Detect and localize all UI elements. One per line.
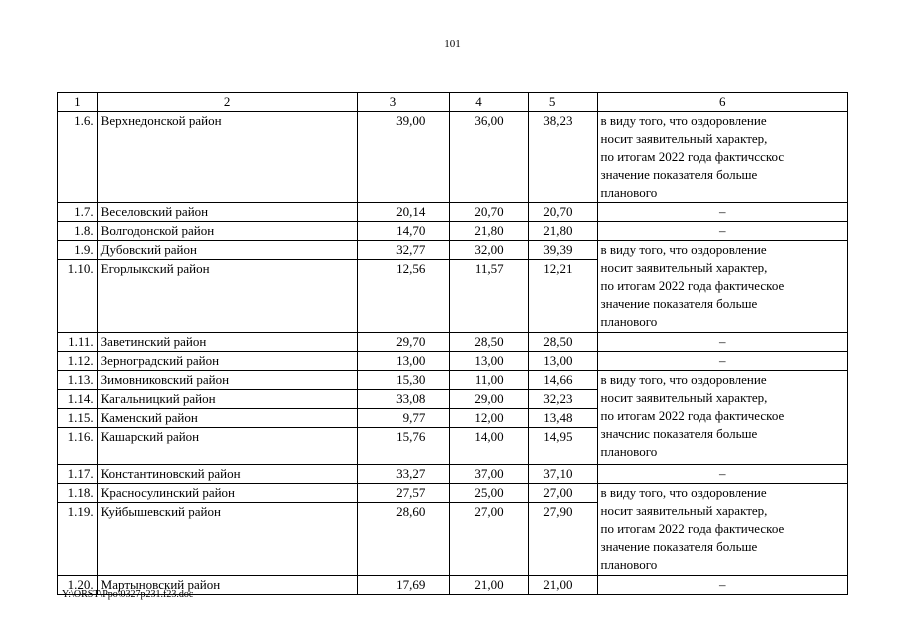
note-line: планового xyxy=(600,185,658,200)
district-name: Егорлыкский район xyxy=(97,260,357,333)
district-name: Кашарский район xyxy=(97,428,357,465)
value-col-3: 17,69 xyxy=(357,576,450,595)
note-line: по итогам 2022 года фактическое xyxy=(600,408,785,423)
value-col-3: 20,14 xyxy=(357,203,450,222)
header-col-3: 3 xyxy=(357,93,450,112)
page-number: 101 xyxy=(444,38,461,50)
header-col-4: 4 xyxy=(450,93,528,112)
value-col-4: 11,57 xyxy=(450,260,528,333)
value-col-3: 27,57 xyxy=(357,484,450,503)
value-col-3: 28,60 xyxy=(357,503,450,576)
value-col-5: 39,39 xyxy=(528,241,597,260)
row-number: 1.8. xyxy=(58,222,98,241)
value-col-3: 33,27 xyxy=(357,465,450,484)
note-line: планового xyxy=(600,444,658,459)
value-col-5: 14,66 xyxy=(528,371,597,390)
note-dash: – xyxy=(597,203,847,222)
value-col-3: 14,70 xyxy=(357,222,450,241)
row-number: 1.7. xyxy=(58,203,98,222)
note-line: носит заявительный характер, xyxy=(600,260,768,275)
row-number: 1.18. xyxy=(58,484,98,503)
table-row xyxy=(58,112,848,203)
row-number: 1.10. xyxy=(58,260,98,333)
note-line: носит заявительный характер, xyxy=(600,390,768,405)
value-col-5: 12,21 xyxy=(528,260,597,333)
value-col-3: 15,30 xyxy=(357,371,450,390)
value-col-3: 9,77 xyxy=(357,409,450,428)
district-name: Куйбышевский район xyxy=(97,503,357,576)
row-number: 1.17. xyxy=(58,465,98,484)
district-name: Константиновский район xyxy=(97,465,357,484)
value-col-4: 25,00 xyxy=(450,484,528,503)
district-name: Кагальницкий район xyxy=(97,390,357,409)
table-row xyxy=(58,222,848,241)
row-number: 1.9. xyxy=(58,241,98,260)
note-line: по итогам 2022 года фактичсскос xyxy=(600,149,785,164)
value-col-3: 13,00 xyxy=(357,352,450,371)
value-col-4: 12,00 xyxy=(450,409,528,428)
note-line: носит заявительный характер, xyxy=(600,503,768,518)
value-col-5: 32,23 xyxy=(528,390,597,409)
note-line: в виду того, что оздоровление xyxy=(600,113,767,128)
header-col-6: 6 xyxy=(597,93,847,112)
value-col-5: 13,00 xyxy=(528,352,597,371)
row-number: 1.11. xyxy=(58,333,98,352)
value-col-5: 37,10 xyxy=(528,465,597,484)
data-table xyxy=(57,92,848,595)
district-name: Зимовниковский район xyxy=(97,371,357,390)
note-cell xyxy=(597,371,847,465)
district-name: Верхнедонской район xyxy=(97,112,357,203)
value-col-4: 29,00 xyxy=(450,390,528,409)
value-col-4: 37,00 xyxy=(450,465,528,484)
note-cell xyxy=(597,484,847,576)
row-number: 1.20. xyxy=(58,576,98,595)
value-col-5: 38,23 xyxy=(528,112,597,203)
row-number: 1.13. xyxy=(58,371,98,390)
note-line: значение показателя больше xyxy=(600,296,758,311)
district-name: Каменский район xyxy=(97,409,357,428)
value-col-4: 20,70 xyxy=(450,203,528,222)
value-col-3: 32,77 xyxy=(357,241,450,260)
table-row xyxy=(58,241,848,260)
value-col-3: 29,70 xyxy=(357,333,450,352)
value-col-4: 11,00 xyxy=(450,371,528,390)
note-cell xyxy=(597,241,847,333)
table-row xyxy=(58,352,848,371)
district-name: Веселовский район xyxy=(97,203,357,222)
value-col-4: 27,00 xyxy=(450,503,528,576)
note-dash: – xyxy=(597,576,847,595)
note-line: в виду того, что оздоровление xyxy=(600,485,767,500)
note-line: по итогам 2022 года фактическое xyxy=(600,521,785,536)
row-number: 1.6. xyxy=(58,112,98,203)
note-line: по итогам 2022 года фактическое xyxy=(600,278,785,293)
value-col-4: 28,50 xyxy=(450,333,528,352)
note-line: планового xyxy=(600,314,658,329)
value-col-4: 14,00 xyxy=(450,428,528,465)
note-line: планового xyxy=(600,557,658,572)
value-col-3: 15,76 xyxy=(357,428,450,465)
table-row xyxy=(58,465,848,484)
district-name: Заветинский район xyxy=(97,333,357,352)
table-row xyxy=(58,203,848,222)
value-col-5: 21,00 xyxy=(528,576,597,595)
row-number: 1.19. xyxy=(58,503,98,576)
row-number: 1.16. xyxy=(58,428,98,465)
row-number: 1.14. xyxy=(58,390,98,409)
note-line: значение показателя больше xyxy=(600,167,758,182)
value-col-5: 13,48 xyxy=(528,409,597,428)
district-name: Красносулинский район xyxy=(97,484,357,503)
value-col-5: 20,70 xyxy=(528,203,597,222)
header-col-2: 2 xyxy=(97,93,357,112)
district-name: Дубовский район xyxy=(97,241,357,260)
value-col-5: 28,50 xyxy=(528,333,597,352)
file-path-footer: Y:\ORST\Ppo\0327p231.f23.doc xyxy=(62,589,194,600)
note-cell xyxy=(597,112,847,203)
note-dash: – xyxy=(597,352,847,371)
value-col-3: 33,08 xyxy=(357,390,450,409)
value-col-3: 39,00 xyxy=(357,112,450,203)
row-number: 1.15. xyxy=(58,409,98,428)
table-row xyxy=(58,484,848,503)
note-dash: – xyxy=(597,465,847,484)
district-name: Мартыновский район xyxy=(97,576,357,595)
value-col-5: 27,90 xyxy=(528,503,597,576)
note-line: значение показателя больше xyxy=(600,539,758,554)
note-line: значснис показателя больше xyxy=(600,426,758,441)
note-dash: – xyxy=(597,222,847,241)
table-header-row xyxy=(58,93,848,112)
value-col-4: 13,00 xyxy=(450,352,528,371)
row-number: 1.12. xyxy=(58,352,98,371)
value-col-5: 14,95 xyxy=(528,428,597,465)
district-name: Волгодонской район xyxy=(97,222,357,241)
note-line: в виду того, что оздоровление xyxy=(600,372,767,387)
note-line: в виду того, что оздоровление xyxy=(600,242,767,257)
district-name: Зерноградский район xyxy=(97,352,357,371)
header-col-1: 1 xyxy=(58,93,98,112)
header-col-5: 5 xyxy=(528,93,597,112)
value-col-4: 21,80 xyxy=(450,222,528,241)
note-dash: – xyxy=(597,333,847,352)
note-line: носит заявительный характер, xyxy=(600,131,768,146)
value-col-4: 36,00 xyxy=(450,112,528,203)
value-col-5: 27,00 xyxy=(528,484,597,503)
table-row xyxy=(58,333,848,352)
value-col-3: 12,56 xyxy=(357,260,450,333)
value-col-5: 21,80 xyxy=(528,222,597,241)
value-col-4: 32,00 xyxy=(450,241,528,260)
value-col-4: 21,00 xyxy=(450,576,528,595)
table-row xyxy=(58,371,848,390)
